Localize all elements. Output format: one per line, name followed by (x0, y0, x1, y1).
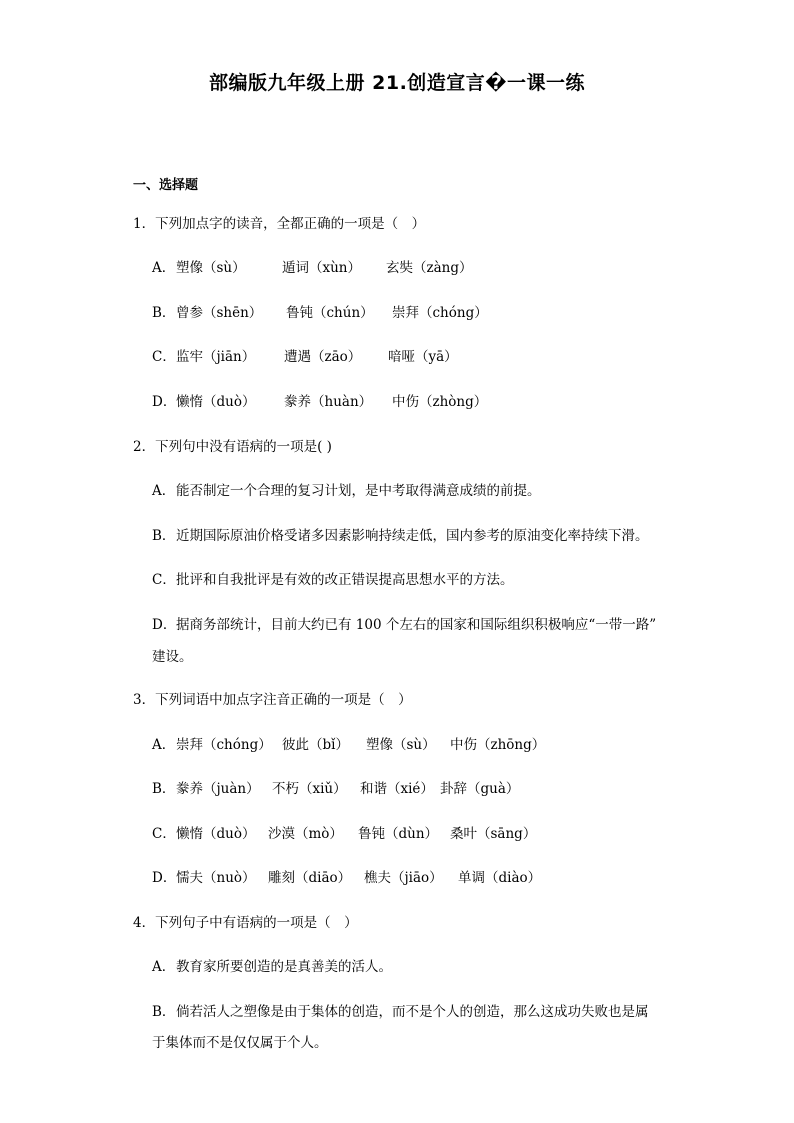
option-text: 能否制定一个合理的复习计划，是中考取得满意成绩的前提。 (176, 483, 541, 499)
option-label: B． (152, 528, 176, 544)
option-item: 遭遇（zāo） (284, 349, 362, 365)
option-label: A． (152, 737, 176, 753)
question-4-option-b-continued: 于集体而不是仅仅属于个人。 (152, 1035, 328, 1051)
option-label: C． (152, 826, 176, 842)
option-label: D． (152, 870, 177, 886)
option-item: 塑像（sù） (366, 737, 436, 753)
section-heading: 一、选择题 (133, 178, 199, 193)
option-item: 沙漠（mò） (268, 826, 343, 842)
option-item: 和谐（xié） (360, 781, 434, 797)
option-item: 鲁钝（chún） (286, 305, 374, 321)
option-item: 遁词（xùn） (282, 260, 362, 276)
option-item: 豢养（juàn） (176, 781, 260, 797)
option-item: 监牢（jiān） (176, 349, 256, 365)
option-label: C． (152, 572, 176, 588)
option-item: 懦夫（nuò） (176, 870, 256, 886)
option-item: 懒惰（duò） (176, 394, 256, 410)
option-item: 单调（diào） (458, 870, 542, 886)
option-item: 懒惰（duò） (176, 826, 256, 842)
question-2-option-d-continued: 建设。 (152, 649, 193, 665)
option-item: 豢养（huàn） (284, 394, 373, 410)
option-text: 据商务部统计，目前大约已有 100 个左右的国家和国际组织积极响应“一带一路” (176, 617, 657, 633)
option-label: B． (152, 781, 176, 797)
option-item: 崇拜（chóng） (176, 737, 272, 753)
option-item: 曾参（shēn） (176, 305, 263, 321)
option-text: 批评和自我批评是有效的改正错误提高思想水平的方法。 (176, 572, 514, 588)
option-item: 玄奘（zàng） (386, 260, 473, 276)
option-text: 近期国际原油价格受诸多因素影响持续走低，国内参考的原油变化率持续下滑。 (176, 528, 649, 544)
option-item: 中伤（zhōng） (450, 737, 546, 753)
option-item: 塑像（sù） (176, 260, 246, 276)
option-label: A． (152, 483, 176, 499)
option-item: 樵夫（jiāo） (364, 870, 443, 886)
question-2-stem: 2．下列句中没有语病的一项是( ) (133, 439, 332, 455)
option-label: B． (152, 305, 176, 321)
option-text: 教育家所要创造的是真善美的活人。 (176, 959, 392, 975)
option-item: 桑叶（sāng） (450, 826, 537, 842)
option-label: D． (152, 617, 177, 633)
option-label: A． (152, 959, 176, 975)
option-item: 不朽（xiǔ） (272, 781, 347, 797)
option-item: 彼此（bǐ） (282, 737, 349, 753)
option-item: 喑哑（yā） (388, 349, 458, 365)
option-item: 崇拜（chóng） (392, 305, 488, 321)
option-item: 卦辞（guà） (440, 781, 520, 797)
question-1-stem: 1．下列加点字的读音，全都正确的一项是（ ） (133, 216, 426, 232)
option-label: D． (152, 394, 177, 410)
option-label: B． (152, 1004, 176, 1020)
option-text: 倘若活人之塑像是由于集体的创造，而不是个人的创造，那么这成功失败也是属 (176, 1004, 649, 1020)
option-label: A． (152, 260, 176, 276)
option-item: 鲁钝（dùn） (358, 826, 439, 842)
question-3-stem: 3．下列词语中加点字注音正确的一项是（ ） (133, 692, 412, 708)
option-label: C． (152, 349, 176, 365)
option-item: 雕刻（diāo） (268, 870, 352, 886)
option-item: 中伤（zhòng） (392, 394, 488, 410)
question-4-stem: 4．下列句子中有语病的一项是（ ） (133, 915, 358, 931)
document-title: 部编版九年级上册 21.创造宣言�一课一练 (209, 72, 585, 94)
